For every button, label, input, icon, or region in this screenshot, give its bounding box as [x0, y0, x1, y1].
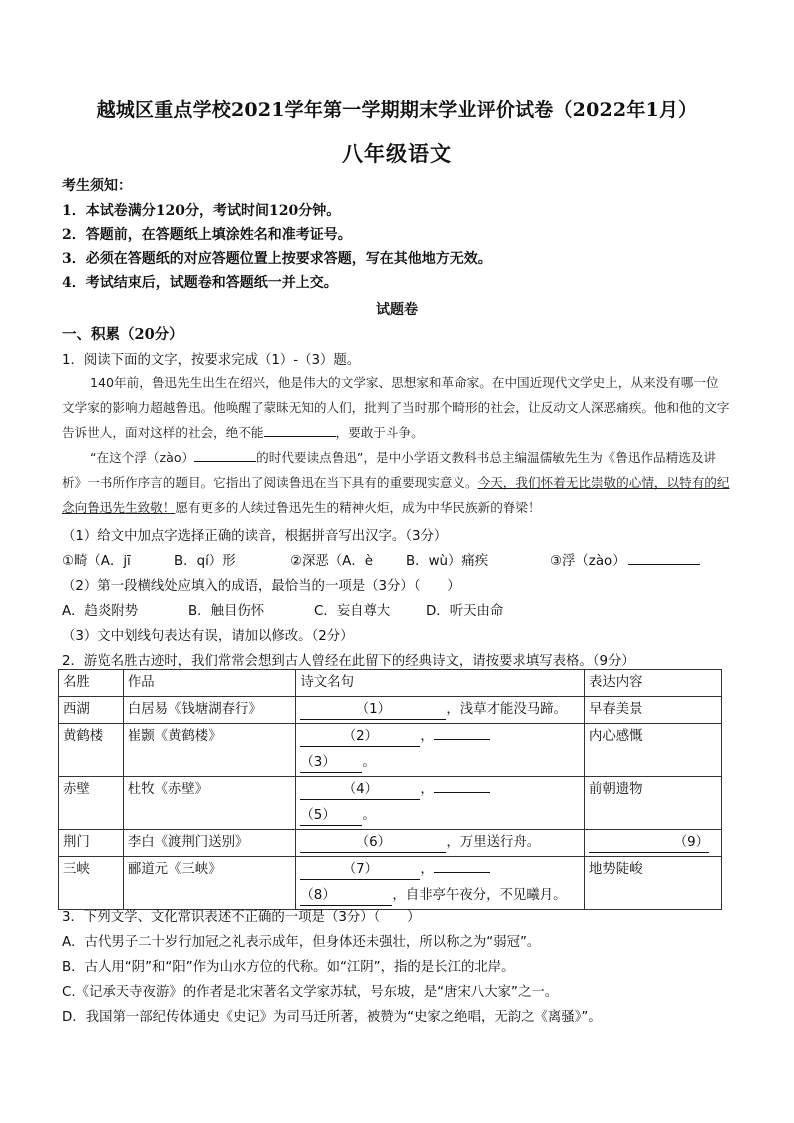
- idiom-blank: [264, 423, 336, 437]
- sub-question-1: （1）给文中加点字选择正确的读音，根据拼音写出汉字。（3分）: [62, 529, 448, 544]
- place-cell: 西湖: [59, 697, 124, 724]
- verse-text: 。: [362, 755, 376, 770]
- sub-question-2: （2）第一段横线处应填入的成语，最恰当的一项是（3分）（ ）: [62, 579, 461, 594]
- verse-blank: （1）: [300, 701, 446, 720]
- verse-blank: [434, 872, 490, 873]
- table-row: [59, 857, 722, 910]
- column-header: 表达内容: [585, 670, 722, 697]
- place-cell: 荆门: [59, 830, 124, 857]
- sub-question-1-options: [62, 550, 700, 569]
- reading-paragraph-1: [62, 370, 730, 445]
- question-3-stem: 3．下列文学、文化常识表述不正确的一项是（3分）（ ）: [62, 910, 421, 925]
- option-b: B．古人用“阴”和“阳”作为山水方位的代称。如“江阴”，指的是长江的北岸。: [62, 960, 515, 975]
- table-row: [59, 697, 722, 724]
- paper-label: 试题卷: [376, 302, 418, 318]
- option-c: C．妄自尊大: [314, 604, 391, 619]
- content-cell: [585, 830, 722, 857]
- verse-blank: [434, 739, 490, 740]
- verse-cell: [296, 777, 585, 830]
- verse-text: ，: [420, 729, 434, 744]
- table-header-row: [59, 670, 722, 697]
- verse-blank: （4）: [300, 781, 420, 800]
- option-text: B．wù）痛疾: [406, 554, 489, 569]
- paragraph-text: ，要敢于斗争。: [335, 425, 424, 440]
- notice-item: 3．必须在答题纸的对应答题位置上按要求答题，写在其他地方无效。: [62, 251, 492, 267]
- content-blank: （9）: [589, 834, 709, 853]
- verse-cell: [296, 724, 585, 777]
- verse-blank: （7）: [300, 861, 420, 880]
- option-text: B．qí）形: [174, 554, 236, 569]
- place-cell: 黄鹤楼: [59, 724, 124, 777]
- content-cell: 地势陡峻: [585, 857, 722, 910]
- reading-paragraph-2: [62, 445, 730, 520]
- option-c: C.《记承天寺夜游》的作者是北宋著名文学家苏轼，号东坡，是“唐宋八大家”之一。: [62, 985, 559, 1000]
- verse-text: ，万里送行舟。: [446, 835, 541, 850]
- verse-blank: （8）: [300, 887, 392, 906]
- verse-text: 。: [362, 808, 376, 823]
- exam-subtitle: 八年级语文: [342, 141, 452, 166]
- column-header: 名胜: [59, 670, 124, 697]
- work-cell: 杜牧《赤壁》: [123, 777, 296, 830]
- paragraph-text: 的时代要读点鲁迅”，是中小学语文教科书总主编温儒敏先生为《鲁迅作品精选及讲析》一书所作序言的题目。它指出了阅读鲁迅在当下具有的重要现实意义。: [62, 450, 717, 490]
- paragraph-text: 140年前，鲁迅先生出生在绍兴，他是伟大的文学家、思想家和革命家。在中国近现代文学史上，从来没有哪一位文学家的影响力超越鲁迅。他唤醒了蒙昧无知的人们，批判了当时那个畸形的社会，让反动文人深恶痛疾。他和他的文字告诉世人，面对这样的社会，绝不能: [62, 375, 730, 440]
- table-row: [59, 777, 722, 830]
- table-row: [59, 830, 722, 857]
- character-blank: [194, 448, 256, 462]
- sub-question-3: （3）文中划线句表达有误，请加以修改。（2分）: [62, 629, 354, 644]
- column-header: 诗文名句: [296, 670, 585, 697]
- option-a: A．趋炎附势: [62, 604, 139, 619]
- notice-heading: 考生须知：: [62, 178, 132, 194]
- notice-item: 4．考试结束后，试题卷和答题纸一并上交。: [62, 275, 338, 291]
- verse-cell: [296, 857, 585, 910]
- option-d: D．我国第一部纪传体通史《史记》为司马迁所著，被赞为“史家之绝唱，无韵之《离骚》”。: [62, 1010, 602, 1025]
- verse-blank: （2）: [300, 728, 420, 747]
- work-cell: 郦道元《三峡》: [123, 857, 296, 910]
- content-cell: 内心感慨: [585, 724, 722, 777]
- question-2-stem: 2．游览名胜古迹时，我们常常会想到古人曾经在此留下的经典诗文，请按要求填写表格。（9分）: [62, 654, 635, 669]
- verse-cell: [296, 830, 585, 857]
- paragraph-text: “在这个浮（zào）: [90, 450, 195, 465]
- column-header: 作品: [123, 670, 296, 697]
- question-1-stem: 1．阅读下面的文字，按要求完成（1）-（3）题。: [62, 353, 361, 368]
- paragraph-text: 愿有更多的人续过鲁迅先生的精神火炬，成为中华民族新的脊梁！: [175, 500, 541, 515]
- section-heading: 一、积累（20分）: [62, 326, 184, 343]
- exam-title: 越城区重点学校2021学年第一学期期末学业评价试卷（2022年1月）: [96, 99, 698, 121]
- work-cell: 白居易《钱塘湖春行》: [123, 697, 296, 724]
- verse-blank: （5）: [300, 807, 362, 826]
- notice-item: 2．答题前，在答题纸上填涂姓名和准考证号。: [62, 227, 352, 243]
- answer-blank: [628, 551, 700, 565]
- underlined-sentence: 今天，我们怀着无比崇敬的心情，以特有的纪念向鲁迅先生致敬！: [62, 475, 730, 515]
- content-cell: 前朝遗物: [585, 777, 722, 830]
- option-text: ①畸（A．jī: [62, 554, 131, 569]
- sub-question-2-options: [62, 600, 503, 619]
- verse-cell: [296, 697, 585, 724]
- verse-text: ，: [420, 862, 434, 877]
- table-row: [59, 724, 722, 777]
- verse-text: ，: [420, 782, 434, 797]
- content-cell: 早春美景: [585, 697, 722, 724]
- work-cell: 崔颢《黄鹤楼》: [123, 724, 296, 777]
- work-cell: 李白《渡荆门送别》: [123, 830, 296, 857]
- poetry-table: [58, 669, 722, 910]
- option-d: D．听天由命: [426, 604, 504, 619]
- verse-text: ，浅草才能没马蹄。: [446, 702, 567, 717]
- verse-blank: （6）: [300, 834, 446, 853]
- notice-item: 1．本试卷满分120分，考试时间120分钟。: [62, 203, 341, 219]
- verse-blank: （3）: [300, 754, 362, 773]
- verse-blank: [434, 792, 490, 793]
- verse-text: ，自非亭午夜分，不见曦月。: [392, 888, 567, 903]
- option-text: ②深恶（A．è: [290, 554, 373, 569]
- option-b: B．触目伤怀: [188, 604, 265, 619]
- place-cell: 赤壁: [59, 777, 124, 830]
- place-cell: 三峡: [59, 857, 124, 910]
- option-text: ③浮（zào）: [550, 554, 626, 569]
- option-a: A．古代男子二十岁行加冠之礼表示成年，但身体还未强壮，所以称之为“弱冠”。: [62, 935, 541, 950]
